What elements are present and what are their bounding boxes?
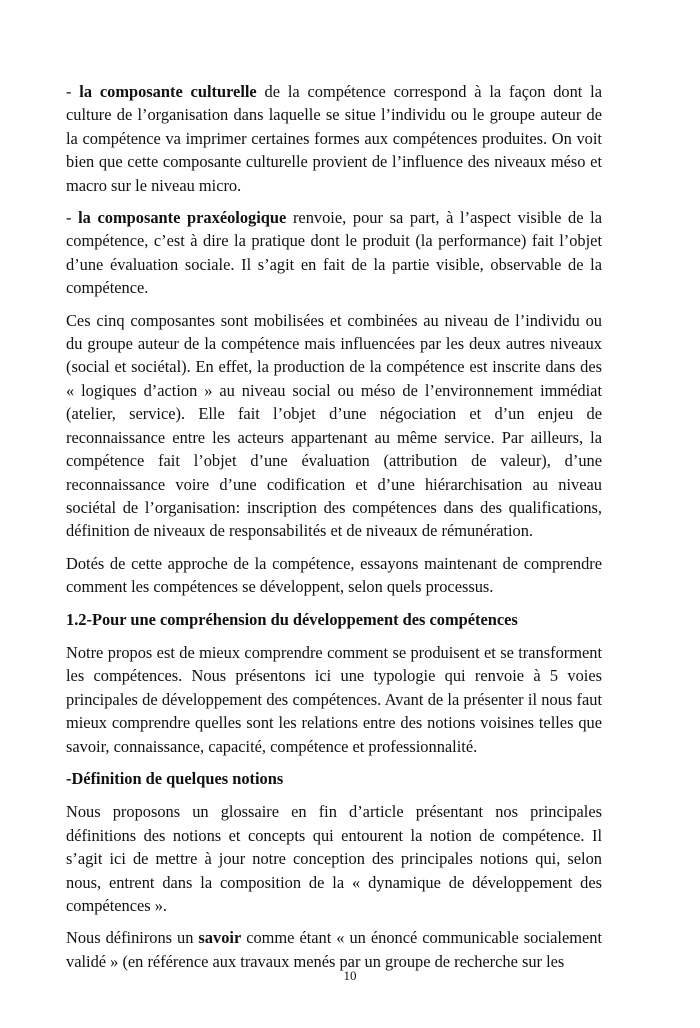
page-number: 10 (343, 968, 357, 983)
paragraph-text: comme étant « un énoncé communicable socialement validé » (en référence aux travaux menés par un groupe de recherche sur les (66, 928, 602, 971)
section-heading-development: 1.2-Pour une compréhension du développement des compétences (66, 609, 518, 629)
paragraph-approach-transition: Dotés de cette approche de la compétence, essayons maintenant de comprendre comment les compétences se développent, selon quels processus. (66, 553, 602, 597)
bold-term-praxeological-component: la composante praxéologique (78, 208, 287, 228)
bold-term-cultural-component: la composante culturelle (79, 82, 257, 101)
paragraph-glossary: Nous proposons un glossaire en fin d’article présentant nos principales définitions des notions et concepts qui entourent la notion de compétence. Il s’agit ici de mettre à jour notre conception des principales notions qui, selon nous, entrent dans la composition de la « dynamique de développement des compétences ». (66, 802, 602, 915)
paragraph-praxeological-component (66, 206, 602, 300)
paragraph-text: renvoie, pour sa part, à l’aspect visible de la compétence, c’est à dire la pratique dont le produit (la performance) fait l’objet d’une évaluation sociale. Il s’agit en fait de la partie visible, observable de la compétence. (66, 208, 602, 298)
paragraph-savoir-definition (66, 926, 602, 973)
paragraph-cultural-component (66, 80, 602, 197)
paragraph-prefix: Nous définirons un (66, 928, 199, 948)
paragraph-prefix: - (66, 82, 80, 101)
paragraph-five-components: Ces cinq composantes sont mobilisées et combinées au niveau de l’individu ou du groupe auteur de la compétence mais influencées par les deux autres niveaux (social et sociétal). En effet, la production de la compétence est inscrite dans des « logiques d’action » au niveau social ou méso de l’environnement immédiat (atelier, service). Elle fait l’objet d’une négociation et d’un enjeu de reconnaissance entre les acteurs appartenant au même service. Par ailleurs, la compétence fait l’objet d’une évaluation (attribution de valeur), d’une reconnaissance voire d’une codification et d’une hiérarchisation au niveau sociétal de l’organisation: inscription des compétences dans des qualifications, définition de niveaux de responsabilités et de niveaux de rémunération. (66, 310, 602, 541)
document-page (66, 80, 602, 982)
paragraph-text: de la compétence correspond à la façon dont la culture de l’organisation dans laquelle se situe l’individu ou le groupe auteur de la compétence va imprimer certaines formes aux compétences produites. On voit bien que cette composante culturelle provient de l’influence des niveaux méso et macro sur le niveau micro. (66, 82, 603, 195)
paragraph-prefix: - (66, 208, 79, 228)
bold-term-savoir: savoir (198, 928, 242, 948)
paragraph-typology-intro: Notre propos est de mieux comprendre comment se produisent et se transforment les compétences. Nous présentons ici une typologie qui renvoie à 5 voies principales de développement des compétences. Avant de la présenter il nous faut mieux comprendre quelles sont les relations entre des notions voisines telles que savoir, connaissance, capacité, compétence et professionnalité. (66, 642, 602, 756)
subsection-heading-definitions: -Définition de quelques notions (66, 768, 284, 788)
